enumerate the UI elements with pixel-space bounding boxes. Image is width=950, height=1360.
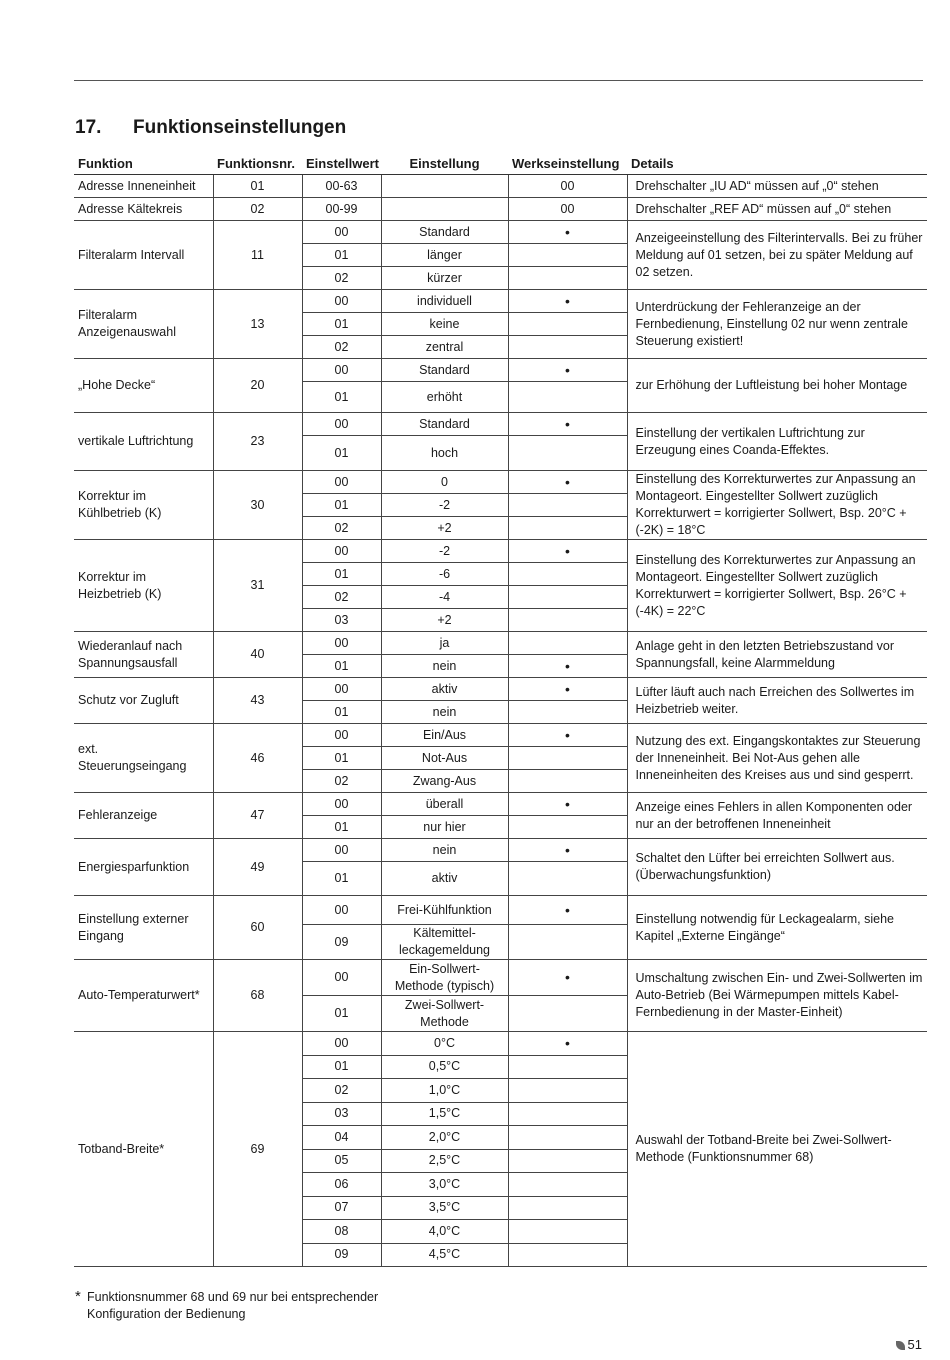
function-name: Filteralarm Anzeigenauswahl — [74, 290, 213, 359]
setting-label — [381, 198, 508, 221]
factory-default-dot: • — [508, 724, 627, 747]
setting-label: -2 — [381, 540, 508, 563]
setting-value: 00 — [302, 793, 381, 816]
setting-label: 3,5°C — [381, 1196, 508, 1220]
function-number: 43 — [213, 678, 302, 724]
footnote-marker: * — [75, 1288, 81, 1305]
setting-value: 02 — [302, 517, 381, 540]
function-number: 20 — [213, 359, 302, 413]
setting-value: 00 — [302, 540, 381, 563]
setting-value: 01 — [302, 747, 381, 770]
function-details: Einstellung notwendig für Leckagealarm, siehe Kapitel „Externe Eingänge“ — [627, 896, 927, 960]
function-number: 68 — [213, 960, 302, 1032]
function-name: Adresse Kältekreis — [74, 198, 213, 221]
setting-value: 02 — [302, 336, 381, 359]
function-name: vertikale Luftrichtung — [74, 413, 213, 471]
factory-default-dot: • — [508, 1032, 627, 1056]
function-details: Schaltet den Lüfter bei erreichten Sollwert aus. (Überwachungsfunktion) — [627, 839, 927, 896]
setting-label: 1,5°C — [381, 1102, 508, 1126]
setting-value: 01 — [302, 436, 381, 471]
factory-default — [508, 747, 627, 770]
factory-default: 00 — [508, 198, 627, 221]
table-row — [74, 1032, 927, 1056]
function-details: Anzeigeeinstellung des Filterintervalls. Bei zu früher Meldung auf 01 setzen, bei zu später Meldung auf 02 setzen. — [627, 221, 927, 290]
function-details: zur Erhöhung der Luftleistung bei hoher Montage — [627, 359, 927, 413]
factory-default-dot: • — [508, 221, 627, 244]
factory-default-dot: • — [508, 413, 627, 436]
function-number: 47 — [213, 793, 302, 839]
function-details: Einstellung des Korrekturwertes zur Anpassung an Montageort. Eingestellter Sollwert zuzüglich Korrekturwert = korrigierter Sollwert, Bsp. 20°C + (-2K) = 18°C — [627, 471, 927, 540]
factory-default: 00 — [508, 175, 627, 198]
factory-default-dot: • — [508, 290, 627, 313]
factory-default — [508, 563, 627, 586]
setting-value: 00 — [302, 359, 381, 382]
setting-value: 00 — [302, 221, 381, 244]
factory-default — [508, 1243, 627, 1267]
setting-value: 01 — [302, 862, 381, 896]
setting-value: 00 — [302, 632, 381, 655]
factory-default — [508, 609, 627, 632]
setting-value: 00 — [302, 413, 381, 436]
setting-value: 00-99 — [302, 198, 381, 221]
function-name: Einstellung externer Eingang — [74, 896, 213, 960]
setting-value: 09 — [302, 1243, 381, 1267]
table-row — [74, 960, 927, 996]
setting-label: nein — [381, 839, 508, 862]
setting-value: 02 — [302, 770, 381, 793]
setting-label: individuell — [381, 290, 508, 313]
setting-label: kürzer — [381, 267, 508, 290]
setting-value: 00-63 — [302, 175, 381, 198]
setting-value: 06 — [302, 1173, 381, 1197]
function-details: Umschaltung zwischen Ein- und Zwei-Sollwerten im Auto-Betrieb (Bei Wärmepumpen mittels Kabel-Fernbedienung in der Master-Einheit) — [627, 960, 927, 1032]
setting-value: 01 — [302, 816, 381, 839]
setting-value: 02 — [302, 586, 381, 609]
setting-value: 01 — [302, 244, 381, 267]
factory-default-dot: • — [508, 678, 627, 701]
setting-label: nein — [381, 701, 508, 724]
setting-label: 2,0°C — [381, 1126, 508, 1150]
table-row — [74, 632, 927, 655]
function-number: 23 — [213, 413, 302, 471]
setting-label: Ein/Aus — [381, 724, 508, 747]
setting-value: 01 — [302, 996, 381, 1032]
setting-label: ja — [381, 632, 508, 655]
function-number: 60 — [213, 896, 302, 960]
setting-label: 3,0°C — [381, 1173, 508, 1197]
setting-value: 07 — [302, 1196, 381, 1220]
top-rule — [74, 80, 923, 81]
setting-value: 00 — [302, 896, 381, 925]
factory-default-dot: • — [508, 960, 627, 996]
factory-default-dot: • — [508, 839, 627, 862]
setting-label: 2,5°C — [381, 1149, 508, 1173]
footnote-line-2: Konfiguration der Bedienung — [87, 1307, 246, 1321]
function-name: Filteralarm Intervall — [74, 221, 213, 290]
setting-value: 09 — [302, 925, 381, 960]
setting-label: +2 — [381, 517, 508, 540]
setting-label: +2 — [381, 609, 508, 632]
function-details: Drehschalter „IU AD“ müssen auf „0“ stehen — [627, 175, 927, 198]
setting-label: aktiv — [381, 678, 508, 701]
table-row — [74, 471, 927, 494]
function-name: Adresse Inneneinheit — [74, 175, 213, 198]
factory-default-dot: • — [508, 896, 627, 925]
function-name: Energiesparfunktion — [74, 839, 213, 896]
factory-default-dot: • — [508, 471, 627, 494]
setting-value: 03 — [302, 1102, 381, 1126]
function-details: Auswahl der Totband-Breite bei Zwei-Sollwert-Methode (Funktionsnummer 68) — [627, 1032, 927, 1267]
function-name: Korrektur im Kühlbetrieb (K) — [74, 471, 213, 540]
factory-default-dot: • — [508, 359, 627, 382]
factory-default — [508, 770, 627, 793]
setting-label: Zwang-Aus — [381, 770, 508, 793]
table-row — [74, 793, 927, 816]
function-number: 49 — [213, 839, 302, 896]
table-header-row — [74, 153, 927, 175]
table-row — [74, 175, 927, 198]
factory-default — [508, 494, 627, 517]
table-row — [74, 413, 927, 436]
function-name: Korrektur im Heizbetrieb (K) — [74, 540, 213, 632]
function-details: Lüfter läuft auch nach Erreichen des Sollwertes im Heizbetrieb weiter. — [627, 678, 927, 724]
function-settings-table — [74, 153, 927, 1267]
setting-label: Zwei-Sollwert-Methode — [381, 996, 508, 1032]
setting-label — [381, 175, 508, 198]
setting-label: erhöht — [381, 382, 508, 413]
setting-label: länger — [381, 244, 508, 267]
function-name: Fehleranzeige — [74, 793, 213, 839]
setting-value: 00 — [302, 290, 381, 313]
function-number: 30 — [213, 471, 302, 540]
setting-value: 05 — [302, 1149, 381, 1173]
setting-value: 00 — [302, 471, 381, 494]
setting-label: hoch — [381, 436, 508, 471]
setting-label: Standard — [381, 413, 508, 436]
factory-default — [508, 1196, 627, 1220]
factory-default-dot: • — [508, 793, 627, 816]
factory-default — [508, 1079, 627, 1103]
function-details: Unterdrückung der Fehleranzeige an der Fernbedienung, Einstellung 02 nur wenn zentrale Steuerung existiert! — [627, 290, 927, 359]
function-number: 69 — [213, 1032, 302, 1267]
setting-value: 00 — [302, 1032, 381, 1056]
setting-value: 01 — [302, 382, 381, 413]
setting-label: Kältemittel-leckagemeldung — [381, 925, 508, 960]
factory-default — [508, 267, 627, 290]
function-number: 31 — [213, 540, 302, 632]
table-row — [74, 678, 927, 701]
setting-value: 04 — [302, 1126, 381, 1150]
setting-label: überall — [381, 793, 508, 816]
table-row — [74, 198, 927, 221]
function-details: Einstellung des Korrekturwertes zur Anpassung an Montageort. Eingestellter Sollwert zuzüglich Korrekturwert = korrigierter Sollwert, Bsp. 26°C + (-4K) = 22°C — [627, 540, 927, 632]
setting-label: 0,5°C — [381, 1055, 508, 1079]
function-details: Anlage geht in den letzten Betriebszustand vor Spannungsfall, keine Alarmmeldung — [627, 632, 927, 678]
setting-label: -2 — [381, 494, 508, 517]
setting-value: 00 — [302, 839, 381, 862]
setting-label: aktiv — [381, 862, 508, 896]
function-number: 46 — [213, 724, 302, 793]
footnote-line-1: Funktionsnummer 68 und 69 nur bei entsprechender — [87, 1290, 379, 1304]
table-row — [74, 221, 927, 244]
setting-label: 4,0°C — [381, 1220, 508, 1244]
setting-value: 01 — [302, 655, 381, 678]
table-row — [74, 290, 927, 313]
factory-default — [508, 1126, 627, 1150]
factory-default — [508, 1220, 627, 1244]
setting-value: 00 — [302, 678, 381, 701]
function-name: Schutz vor Zugluft — [74, 678, 213, 724]
function-details: Anzeige eines Fehlers in allen Komponenten oder nur an der betroffenen Inneneinheit — [627, 793, 927, 839]
leaf-icon — [896, 1341, 905, 1350]
setting-value: 01 — [302, 494, 381, 517]
setting-label: Ein-Sollwert-Methode (typisch) — [381, 960, 508, 996]
factory-default-dot: • — [508, 655, 627, 678]
function-name: Wiederanlauf nach Spannungsausfall — [74, 632, 213, 678]
setting-label: 0°C — [381, 1032, 508, 1056]
function-number: 11 — [213, 221, 302, 290]
factory-default — [508, 862, 627, 896]
factory-default — [508, 816, 627, 839]
setting-value: 01 — [302, 701, 381, 724]
function-details: Drehschalter „REF AD“ müssen auf „0“ stehen — [627, 198, 927, 221]
setting-value: 00 — [302, 724, 381, 747]
setting-label: Not-Aus — [381, 747, 508, 770]
table-row — [74, 359, 927, 382]
setting-label: 1,0°C — [381, 1079, 508, 1103]
setting-label: nein — [381, 655, 508, 678]
factory-default — [508, 517, 627, 540]
factory-default — [508, 632, 627, 655]
table-row — [74, 724, 927, 747]
column-header-function-number: Funktionsnr. — [213, 153, 302, 175]
factory-default — [508, 382, 627, 413]
function-details: Einstellung der vertikalen Luftrichtung zur Erzeugung eines Coanda-Effektes. — [627, 413, 927, 471]
factory-default — [508, 1149, 627, 1173]
setting-value: 08 — [302, 1220, 381, 1244]
factory-default — [508, 244, 627, 267]
function-name: Totband-Breite* — [74, 1032, 213, 1267]
setting-value: 02 — [302, 1079, 381, 1103]
setting-value: 01 — [302, 563, 381, 586]
function-number: 40 — [213, 632, 302, 678]
function-number: 01 — [213, 175, 302, 198]
table-row — [74, 839, 927, 862]
factory-default — [508, 701, 627, 724]
factory-default — [508, 1055, 627, 1079]
setting-label: zentral — [381, 336, 508, 359]
factory-default — [508, 313, 627, 336]
function-name: ext. Steuerungseingang — [74, 724, 213, 793]
function-number: 02 — [213, 198, 302, 221]
table-row — [74, 540, 927, 563]
setting-value: 02 — [302, 267, 381, 290]
function-details: Nutzung des ext. Eingangskontaktes zur Steuerung der Inneneinheit. Bei Not-Aus gehen alle Inneneinheiten des Kreises aus und sind gesperrt. — [627, 724, 927, 793]
footnote — [75, 1288, 378, 1323]
setting-label: -4 — [381, 586, 508, 609]
column-header-setting-value: Einstellwert — [302, 153, 381, 175]
setting-value: 01 — [302, 313, 381, 336]
factory-default — [508, 996, 627, 1032]
function-number: 13 — [213, 290, 302, 359]
function-name: Auto-Temperaturwert* — [74, 960, 213, 1032]
factory-default — [508, 336, 627, 359]
factory-default — [508, 1102, 627, 1126]
page-number — [896, 1337, 922, 1352]
setting-label: keine — [381, 313, 508, 336]
column-header-setting: Einstellung — [381, 153, 508, 175]
factory-default — [508, 436, 627, 471]
factory-default — [508, 925, 627, 960]
section-number: 17. — [75, 117, 102, 138]
setting-label: 0 — [381, 471, 508, 494]
setting-label: Standard — [381, 221, 508, 244]
page-number-text: 51 — [907, 1337, 922, 1352]
factory-default — [508, 586, 627, 609]
setting-value: 03 — [302, 609, 381, 632]
column-header-function: Funktion — [74, 153, 213, 175]
column-header-factory-setting: Werkseinstellung — [508, 153, 627, 175]
setting-label: Frei-Kühlfunktion — [381, 896, 508, 925]
setting-label: 4,5°C — [381, 1243, 508, 1267]
setting-label: Standard — [381, 359, 508, 382]
setting-label: nur hier — [381, 816, 508, 839]
factory-default — [508, 1173, 627, 1197]
section-title: Funktionseinstellungen — [133, 117, 347, 138]
function-name: „Hohe Decke“ — [74, 359, 213, 413]
setting-label: -6 — [381, 563, 508, 586]
factory-default-dot: • — [508, 540, 627, 563]
setting-value: 01 — [302, 1055, 381, 1079]
table-row — [74, 896, 927, 925]
setting-value: 00 — [302, 960, 381, 996]
column-header-details: Details — [627, 153, 927, 175]
section-heading — [75, 117, 346, 139]
